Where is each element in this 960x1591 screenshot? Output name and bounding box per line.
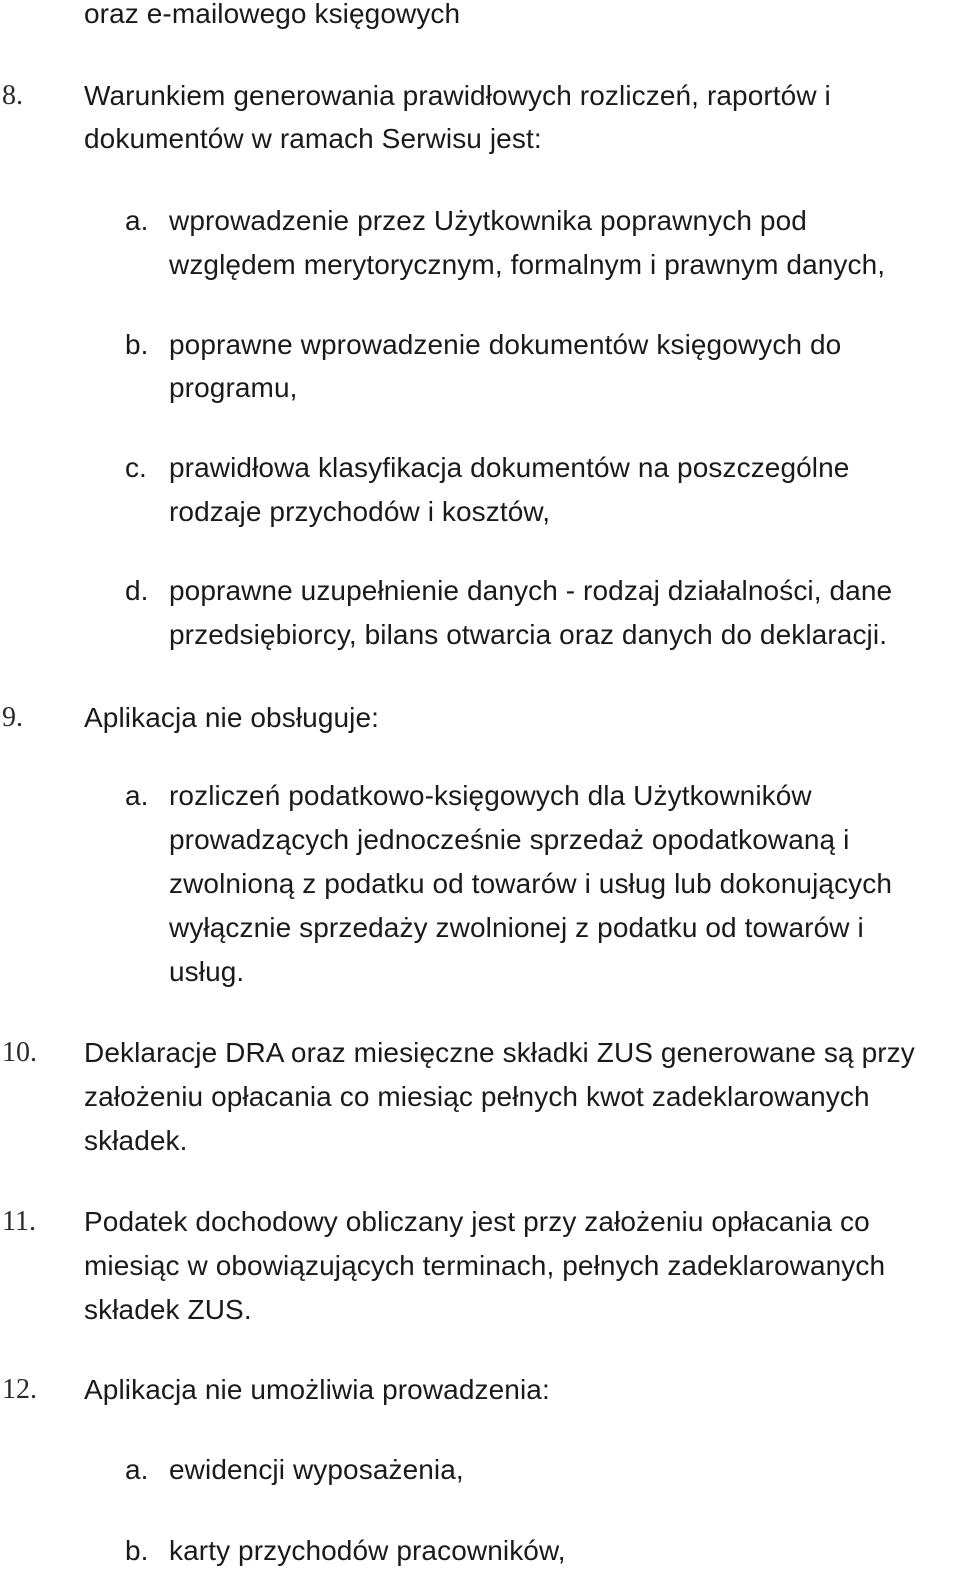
subitem-text-line: karty przychodów pracowników,: [169, 1535, 566, 1566]
subitem-text-line: prawidłowa klasyfikacja dokumentów na poszczególne: [169, 452, 850, 483]
subitem-text-line: programu,: [169, 372, 298, 403]
item-text-line: założeniu opłacania co miesiąc pełnych kwot zadeklarowanych: [84, 1081, 870, 1112]
subitem-text-line: poprawne wprowadzenie dokumentów księgowych do: [169, 329, 842, 360]
item-number: 12.: [2, 1374, 37, 1405]
item-text-line: Warunkiem generowania prawidłowych rozliczeń, raportów i: [84, 80, 831, 111]
subitem-text-line: względem merytorycznym, formalnym i prawnym danych,: [169, 249, 886, 280]
subitem-letter: a.: [125, 780, 149, 811]
item-text-line: Deklaracje DRA oraz miesięczne składki ZUS generowane są przy: [84, 1037, 915, 1068]
item-text-line: Podatek dochodowy obliczany jest przy założeniu opłacania co: [84, 1206, 870, 1237]
item-text-line: Aplikacja nie umożliwia prowadzenia:: [84, 1374, 550, 1405]
subitem-text-line: wprowadzenie przez Użytkownika poprawnych pod: [169, 205, 807, 236]
subitem-letter: b.: [125, 1535, 149, 1566]
item-text-line: Aplikacja nie obsługuje:: [84, 702, 380, 733]
item-text-line: składek.: [84, 1125, 188, 1156]
subitem-letter: b.: [125, 329, 149, 360]
subitem-text-line: poprawne uzupełnienie danych - rodzaj działalności, dane: [169, 575, 893, 606]
subitem-text-line: ewidencji wyposażenia,: [169, 1454, 464, 1485]
subitem-text-line: usług.: [169, 956, 245, 987]
subitem-letter: c.: [125, 452, 147, 483]
item-number: 10.: [2, 1037, 37, 1068]
subitem-text-line: prowadzących jednocześnie sprzedaż opodatkowaną i: [169, 824, 850, 855]
subitem-text-line: wyłącznie sprzedaży zwolnionej z podatku od towarów i: [169, 912, 864, 943]
subitem-letter: a.: [125, 205, 149, 236]
subitem-text-line: przedsiębiorcy, bilans otwarcia oraz danych do deklaracji.: [169, 619, 888, 650]
item-text-line: składek ZUS.: [84, 1294, 252, 1325]
item-number: 8.: [2, 80, 23, 111]
item-number: 9.: [2, 702, 23, 733]
subitem-text-line: rodzaje przychodów i kosztów,: [169, 496, 551, 527]
lead-line: oraz e-mailowego księgowych: [84, 0, 461, 29]
item-number: 11.: [2, 1206, 36, 1237]
subitem-letter: a.: [125, 1454, 149, 1485]
item-text-line: dokumentów w ramach Serwisu jest:: [84, 123, 542, 154]
subitem-text-line: zwolnioną z podatku od towarów i usług lub dokonujących: [169, 868, 893, 899]
subitem-letter: d.: [125, 575, 149, 606]
subitem-text-line: rozliczeń podatkowo-księgowych dla Użytkowników: [169, 780, 812, 811]
item-text-line: miesiąc w obowiązujących terminach, pełnych zadeklarowanych: [84, 1250, 886, 1281]
